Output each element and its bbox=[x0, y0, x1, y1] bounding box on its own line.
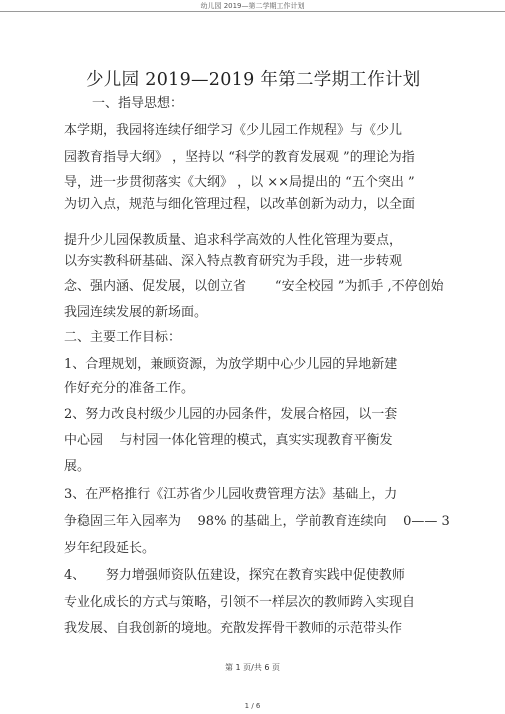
paragraph-line: 2、努力改良村级少儿园的办园条件，发展合格园，以一套 bbox=[64, 407, 398, 422]
paragraph-line: 专业化成长的方式与策略，引领不一样层次的教师跨入实现自 bbox=[64, 595, 416, 610]
paragraph-line: 争稳固三年入园率为 98% 的基础上，学前教育连续向 0—— 3 bbox=[64, 514, 450, 529]
page-footer-mark: 1 / 6 bbox=[244, 702, 261, 710]
paragraph-line: 作好充分的准备工作。 bbox=[64, 381, 195, 396]
paragraph-line: 中心园 与村园一体化管理的模式，真实实现教育平衡发 bbox=[64, 433, 393, 448]
paragraph-line: 园教育指导大纲》 ，坚持以 “科学的教育发展观 ”的理论为指 bbox=[64, 150, 415, 165]
section-heading-guiding-thought: 一、指导思想： bbox=[92, 96, 184, 111]
paragraph-line: 导，进一步贯彻落实《大纲》 ，以 ××局提出的 “五个突出 ” bbox=[64, 175, 415, 190]
paragraph-line: 展。 bbox=[64, 459, 91, 474]
paragraph-line: 3、在严格推行《江苏省少儿园收费管理方法》基础上，力 bbox=[64, 487, 398, 502]
paragraph-line: 念、强内涵、促发展，以创立省 “安全校园 ”为抓手 ,不停创始 bbox=[64, 279, 444, 294]
section-heading-main-goals: 二、主要工作目标： bbox=[64, 330, 182, 345]
paragraph-line: 为切入点，规范与细化管理过程，以改革创新为动力，以全面 bbox=[64, 197, 416, 212]
header-divider bbox=[0, 11, 505, 12]
paragraph-line: 提升少儿园保教质量、追求科学高效的人性化管理为要点， bbox=[64, 233, 403, 248]
paragraph-line: 我园连续发展的新场面。 bbox=[64, 305, 208, 320]
paragraph-line: 我发展、自我创新的境地。充散发挥骨干教师的示范带头作 bbox=[64, 621, 403, 636]
paragraph-line: 4、 努力增强师资队伍建设，探究在教育实践中促使教师 bbox=[64, 568, 405, 583]
page-indicator: 第 1 页/共 6 页 bbox=[224, 663, 281, 672]
paragraph-line: 以夯实教科研基础、深入特点教育研究为手段，进一步转观 bbox=[64, 254, 403, 269]
paragraph-line: 1、合理规划，兼顾资源，为放学期中心少儿园的异地新建 bbox=[64, 357, 398, 372]
paragraph-line: 岁年纪段延长。 bbox=[64, 541, 156, 556]
running-header: 幼儿园 2019—第二学期工作计划 bbox=[200, 2, 305, 10]
document-title: 少儿园 2019—2019 年第二学期工作计划 bbox=[86, 70, 421, 90]
paragraph-line: 本学期，我园将连续仔细学习《少儿园工作规程》与《少儿 bbox=[64, 123, 403, 138]
